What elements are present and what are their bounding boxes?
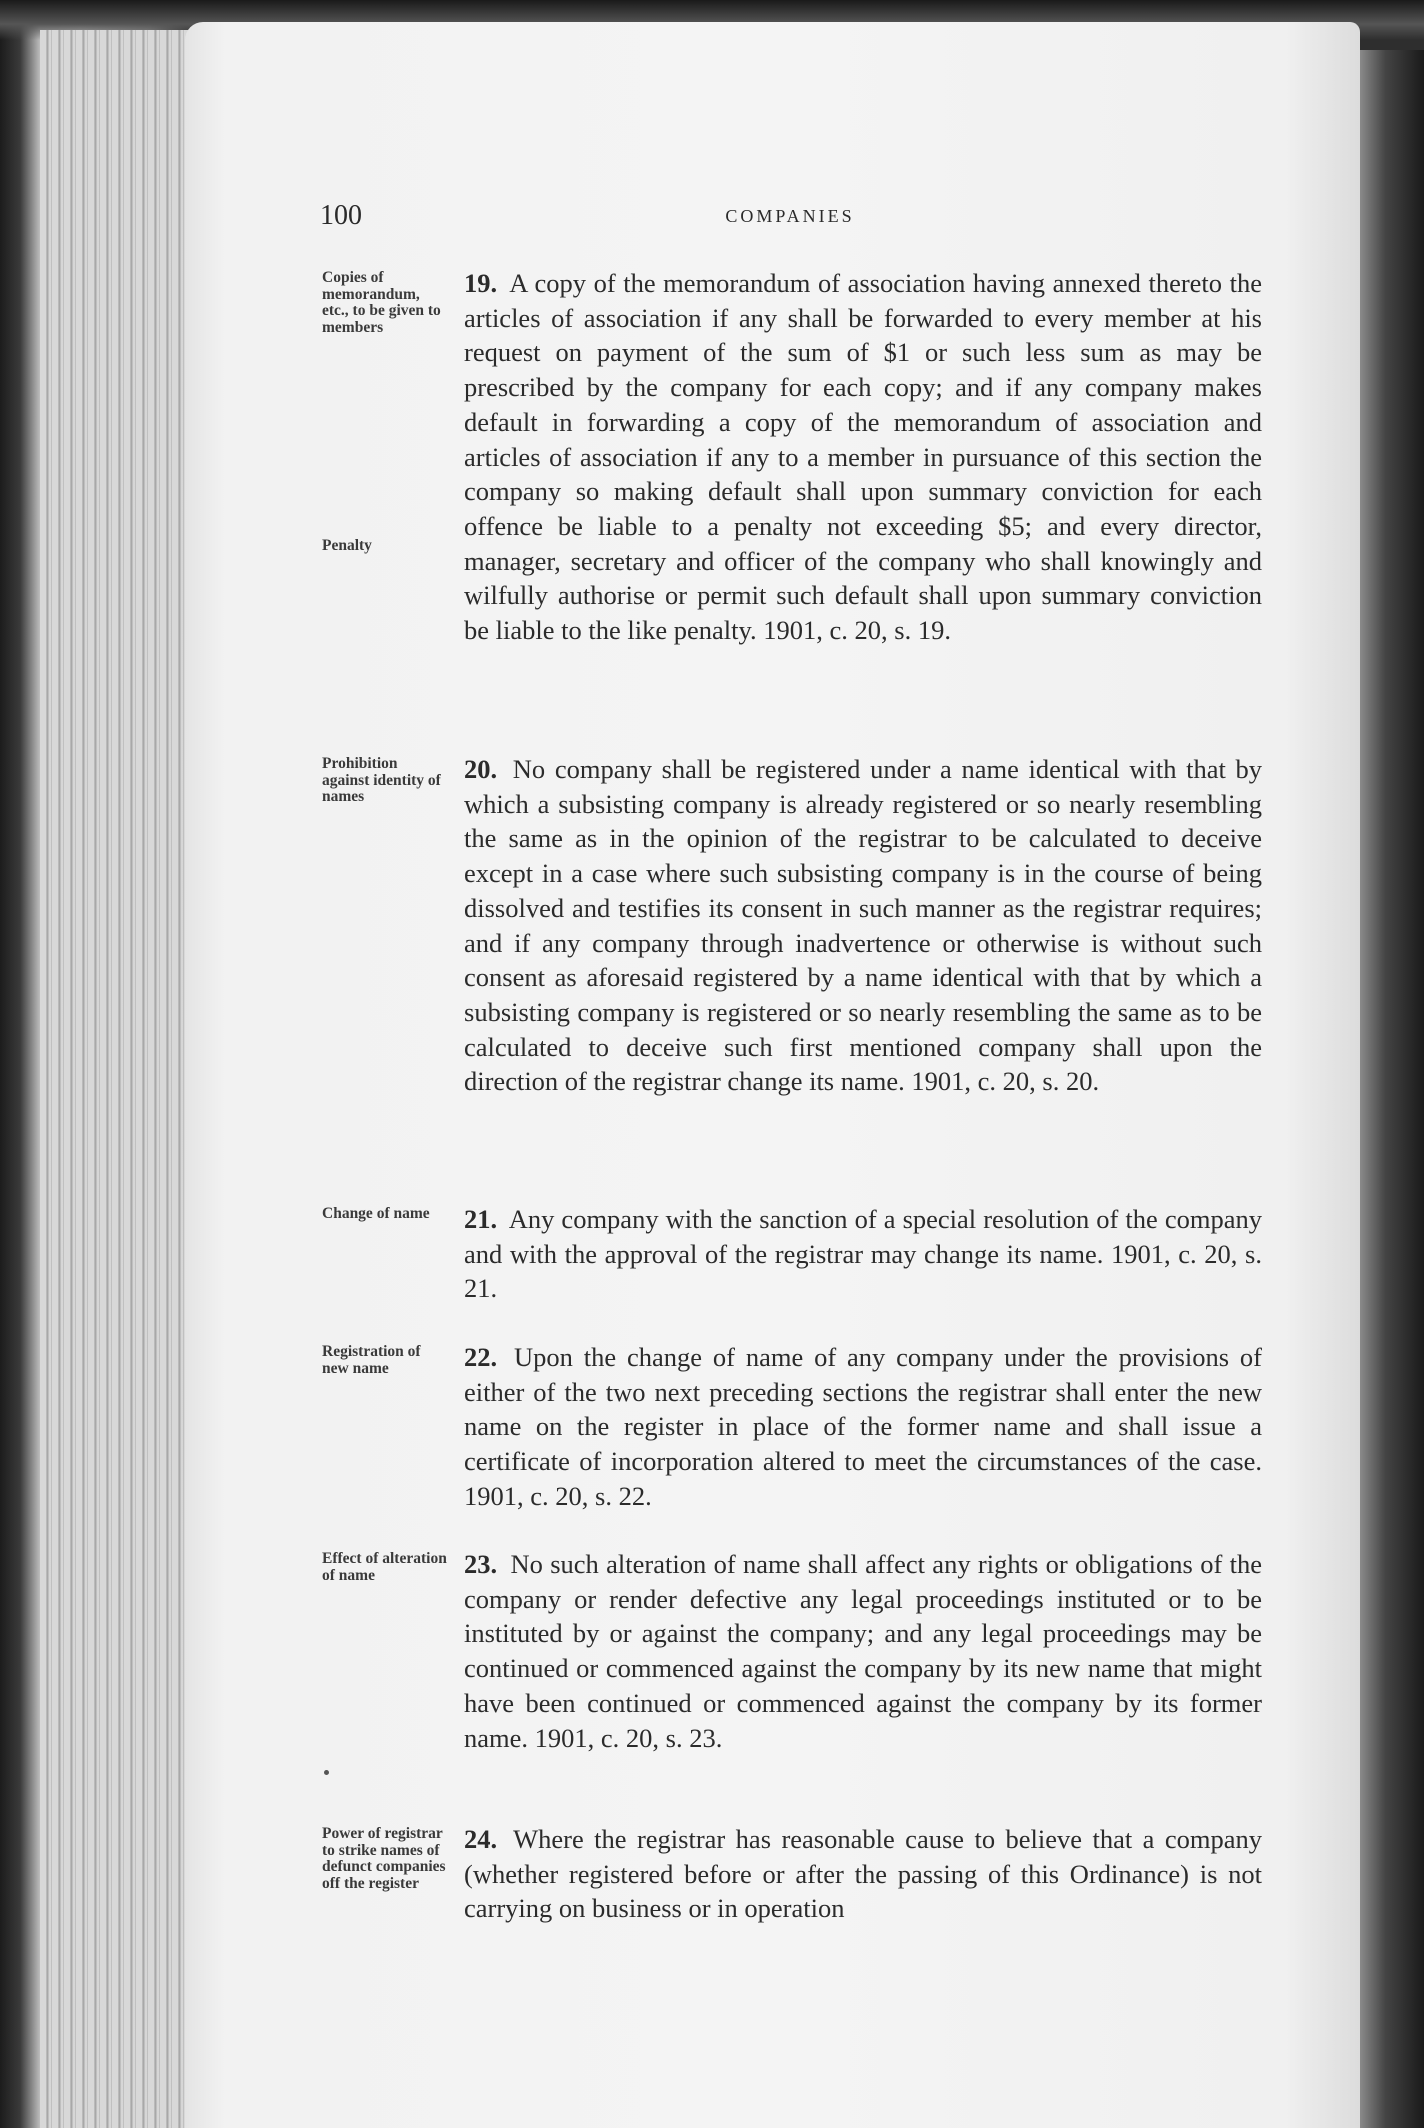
section-body [464,1340,1262,1514]
section-body [464,752,1262,1099]
margin-note: Power of registrar to strike names of defunct companies off the register [322,1825,446,1892]
scan-right-margin [1360,50,1424,2128]
section-number: 19. [464,268,498,298]
section-body [464,1202,1262,1306]
section-body [464,1822,1262,1926]
section-number: 20. [464,754,498,784]
section-text: Upon the change of name of any company under the provisions of either of the two next preceding sections the registrar shall enter the new name on the register in place of the former name and shall issue a certificate of incorporation altered to meet the circumstances of the case. 1901, c. 20, s. 22. [464,1342,1262,1511]
margin-note: Change of name [322,1205,430,1222]
section-number: 21. [464,1204,498,1234]
section-text: Where the registrar has reasonable cause to believe that a company (whether registered before or after the passing of this Ordinance) is not carrying on business or in operation [464,1824,1262,1924]
section-text: No company shall be registered under a name identical with that by which a subsisting company is already registered or so nearly resembling the same as in the opinion of the registrar to be calculated to deceive except in a case where such subsisting company is in the course of being dissolved and testifies its consent in such manner as the registrar requires; and if any company through inadvertence or otherwise is without such consent as aforesaid registered by a name identical with that by which a subsisting company is registered or so nearly resembling the same as to be calculated to deceive such first mentioned company shall upon the direction of the registrar change its name. 1901, c. 20, s. 20. [464,754,1263,1097]
margin-note: Copies of memorandum, etc., to be given to members [322,269,441,336]
section-body [464,1547,1262,1755]
scan-speck [324,1770,329,1775]
running-head: COMPANIES [725,206,855,226]
margin-note: Effect of alteration of name [322,1550,447,1584]
section-number: 23. [464,1549,498,1579]
section-number: 24. [464,1824,498,1854]
book-page-edges [40,30,190,2128]
section-text: A copy of the memorandum of association having annexed thereto the articles of association if any shall be forwarded to every member at his request on payment of the sum of $1 or such less sum as may be prescribed by the company for each copy; and if any company makes default in forwarding a copy of the memorandum of association and articles of association if any to a member in pursuance of this section the company so making default shall upon summary conviction for each offence be liable to a penalty not exceeding $5; and every director, manager, secretary and officer of the company who shall knowingly and wilfully authorise or permit such default shall upon summary conviction be liable to the like penalty. 1901, c. 20, s. 19. [464,268,1262,646]
section-body [464,266,1262,648]
section-text: No such alteration of name shall affect any rights or obligations of the company or render defective any legal proceedings instituted or to be instituted by or against the company; and any legal proceedings may be continued or commenced against the company by its new name that might have been continued or commenced against the company by its former name. 1901, c. 20, s. 23. [464,1549,1263,1753]
section-number: 22. [464,1342,498,1372]
page-number: 100 [320,200,362,231]
margin-note-penalty: Penalty [322,537,372,554]
page-header [320,200,1260,236]
margin-note: Registration of new name [322,1343,421,1377]
margin-note: Prohibition against identity of names [322,755,441,805]
section-text: Any company with the sanction of a special resolution of the company and with the approval of the registrar may change its name. 1901, c. 20, s. 21. [464,1204,1262,1304]
